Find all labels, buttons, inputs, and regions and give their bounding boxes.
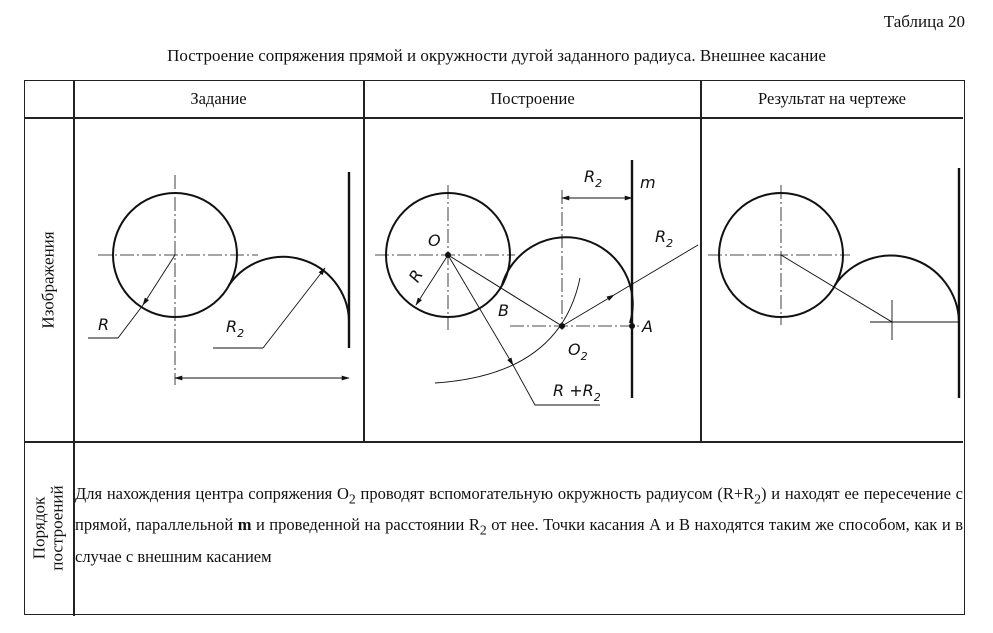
fillet-arc [229, 257, 349, 320]
label-O: O [428, 231, 441, 250]
header-task: Задание [190, 89, 247, 108]
label-R2-diag: $R_2$ [655, 227, 674, 250]
label-R-plus-R2: $R +R_2$ [553, 381, 601, 404]
fillet-arc [835, 256, 959, 322]
table-caption: Построение сопряжения прямой и окружности дугой заданного радиуса. Внешнее касание [167, 46, 826, 65]
construction-drawing [375, 160, 698, 405]
procedure-description: Для нахождения центра сопряжения $O_2$ проводят вспомогательную окружность радиусом $(R+R_2)$ и находят ее пересечение с прямой, параллельной m и проведенной на расстоянии $R_2$ от нее. Точки касания А и В находятся таким же способом, как и в случае с внешним касанием [75, 484, 963, 566]
row-label-procedure: Порядок построений [30, 485, 67, 571]
header-result: Результат на чертеже [758, 89, 906, 108]
table-number: Таблица 20 [883, 12, 965, 31]
label-A: A [642, 317, 653, 336]
result-drawing [708, 168, 959, 398]
label-R2-top: $R_2$ [584, 167, 603, 190]
row-label-images: Изображения [39, 230, 59, 329]
label-R: R [98, 315, 110, 334]
label-O2: $O_2$ [568, 340, 588, 363]
label-R2: $R_2$ [226, 317, 245, 340]
fillet-arc [502, 237, 633, 323]
label-m: m [640, 173, 656, 192]
task-drawing [88, 172, 349, 385]
label-R: R [404, 266, 427, 286]
auxiliary-arc [435, 278, 580, 383]
header-construction: Построение [490, 89, 575, 108]
label-B: B [498, 301, 509, 320]
